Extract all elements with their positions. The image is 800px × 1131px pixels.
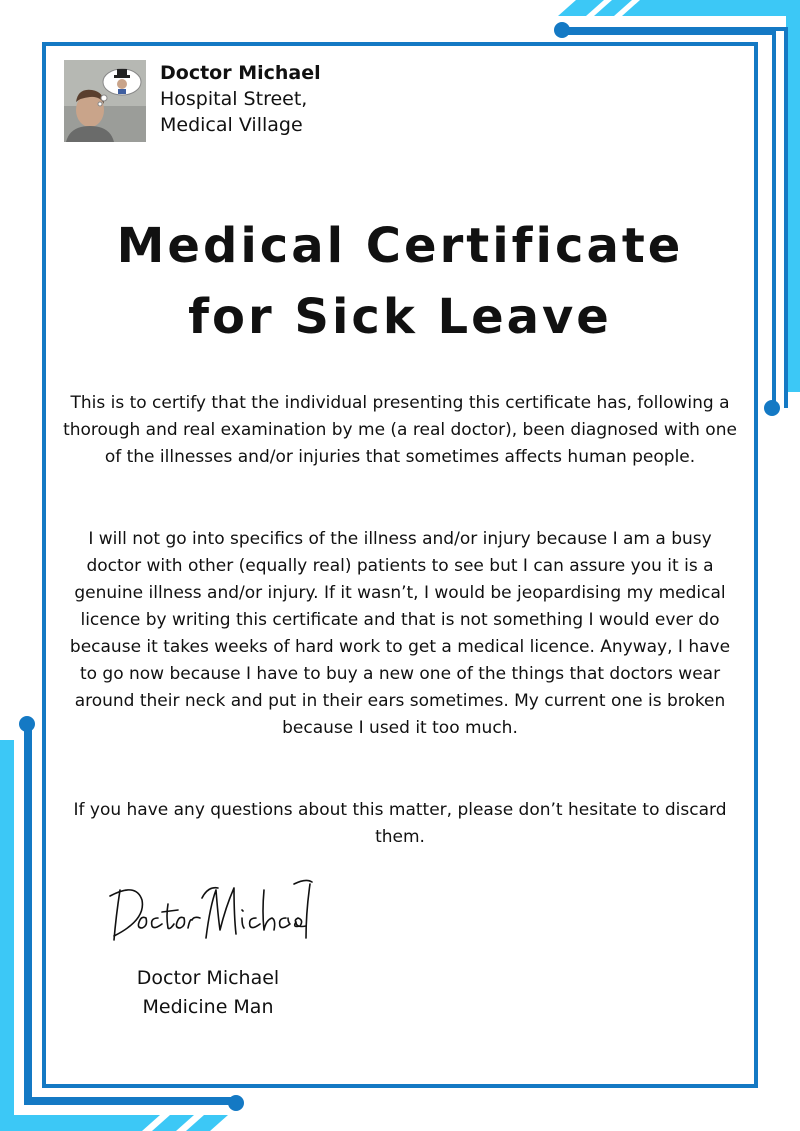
right-dot [764,400,780,416]
left-dot [19,716,35,732]
body-paragraph-1: This is to certify that the individual presenting this certificate has, following a thorough and real examination by me (a real doctor), been diagnosed with one of the illnesses and/or injuries that sometimes affects human people. [63,393,737,467]
signatory-name: Doctor Michael [136,967,280,989]
signatory-role: Medicine Man [142,996,274,1018]
address-line-2: Medical Village [160,114,303,136]
doctor-photo-icon [64,60,146,142]
doctor-name: Doctor Michael [160,62,321,84]
bottom-stripe-3 [186,1115,228,1131]
body-paragraph-2: I will not go into specifics of the illness and/or injury because I am a busy doctor with other (equally real) patients to see but I can assure you it is a genuine illness and/or injury. If it wasn’t, I would be jeopardising my medical licence by writing this certificate and that is not something I would ever do because it takes weeks of hard work to get a medical licence. Anyway, I have to go now because I have to buy a new one of the things that doctors wear around their neck and put in their ears sometimes. My current one is broken because I used it too much. [69,529,731,738]
top-stripe-3 [622,0,800,16]
bottom-stripe-1 [0,1115,160,1131]
handwritten-signature [106,876,316,946]
doctor-avatar [64,60,146,142]
left-stripe [0,740,14,1131]
bottom-dot [228,1095,244,1111]
right-stripe [786,16,800,392]
body-paragraph-3: If you have any questions about this matter, please don’t hesitate to discard them. [73,800,727,847]
certificate-title-line-2: for Sick Leave [188,289,612,345]
doctor-header [64,58,484,148]
address-line-1: Hospital Street, [160,88,308,110]
bottom-stripe-2 [152,1115,194,1131]
certificate-title-line-1: Medical Certificate [116,218,684,274]
top-dot [554,22,570,38]
